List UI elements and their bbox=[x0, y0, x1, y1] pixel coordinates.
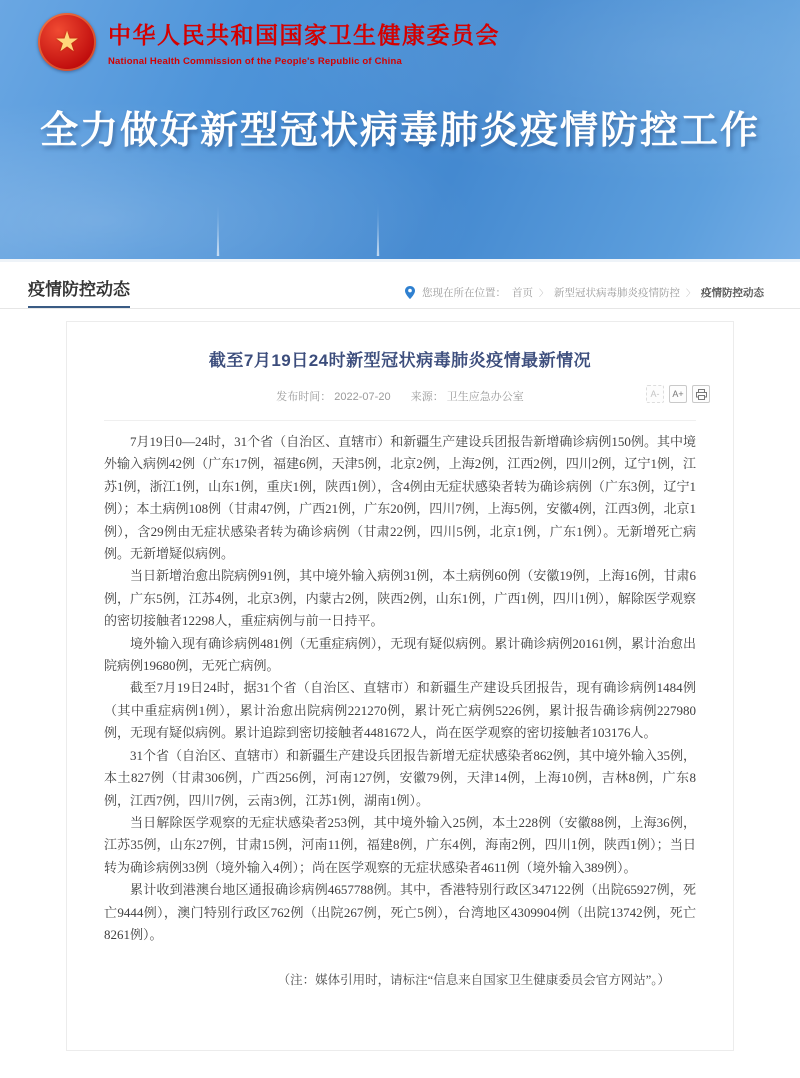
section-bar bbox=[0, 262, 800, 308]
article-toolbar bbox=[646, 385, 710, 403]
breadcrumb-item[interactable]: 首页 bbox=[511, 287, 533, 299]
printer-icon bbox=[696, 389, 707, 400]
article-paragraph: 境外输入现有确诊病例481例（无重症病例），无现有疑似病例。累计确诊病例20161例，累计治愈出院病例19680例，无死亡病例。 bbox=[104, 635, 696, 674]
article-meta-row bbox=[104, 388, 696, 408]
org-name-en: National Health Commission of the People's Republic of China bbox=[108, 56, 403, 67]
banner-decor-spike bbox=[212, 201, 224, 256]
site-header bbox=[0, 0, 800, 71]
article-note: （注：媒体引用时，请标注“信息来自国家卫生健康委员会官方网站”。） bbox=[277, 973, 670, 988]
section-divider bbox=[0, 308, 800, 309]
article-paragraph: 当日解除医学观察的无症状感染者253例，其中境外输入25例，本土228例（安徽88例，上海36例，江苏35例，山东27例，甘肃15例，河南11例，福建8例，广东4例，海南2例，四川1例，陕西1例）；当日转为确诊病例33例（境外输入4例）；尚在医学观察的无症状感染者4611例（境外输入389例）。 bbox=[104, 814, 696, 875]
publish-date: 2022-07-20 bbox=[334, 391, 391, 403]
article-divider bbox=[104, 420, 696, 421]
article-paragraph: 7月19日0—24时，31个省（自治区、直辖市）和新疆生产建设兵团报告新增确诊病例150例。其中境外输入病例42例（广东17例，福建6例，天津5例，北京2例，上海2例，江西2例，四川2例，辽宁1例，江苏1例，浙江1例，山东1例，重庆1例，陕西1例），含4例由无症状感染者转为确诊病例（广东3例，辽宁1例）；本土病例108例（甘肃47例，广西21例，广东20例，四川7例，上海5例，安徽4例，江西3例，北京1例），含29例由无症状感染者转为确诊病例（甘肃22例，四川5例，北京1例，广东1例）。无新增死亡病例。无新增疑似病例。 bbox=[104, 434, 696, 562]
article-meta bbox=[104, 388, 696, 404]
publish-time-label: 发布时间： bbox=[276, 391, 332, 403]
source-value: 卫生应急办公室 bbox=[446, 391, 524, 403]
breadcrumb-item[interactable]: 新型冠状病毒肺炎疫情防控 bbox=[553, 287, 680, 299]
breadcrumb-separator: 〉 bbox=[685, 288, 695, 298]
article-card bbox=[66, 321, 734, 1051]
breadcrumb-item: 疫情防控动态 bbox=[701, 287, 764, 299]
article-body bbox=[104, 431, 696, 946]
breadcrumb-prefix: 您现在所在位置： bbox=[421, 287, 506, 299]
banner-campaign-title: 全力做好新型冠状病毒肺炎疫情防控工作 bbox=[39, 110, 760, 152]
national-emblem-logo bbox=[38, 13, 96, 71]
section-title: 疫情防控动态 bbox=[28, 275, 130, 308]
breadcrumb bbox=[405, 285, 764, 308]
article-title: 截至7月19日24时新型冠状病毒肺炎疫情最新情况 bbox=[208, 351, 592, 370]
font-increase-button[interactable]: A+ bbox=[669, 385, 687, 403]
article-paragraph: 31个省（自治区、直辖市）和新疆生产建设兵团报告新增无症状感染者862例，其中境外输入35例，本土827例（甘肃306例，广西256例，河南127例，安徽79例，天津14例，上海10例，吉林8例，广东8例，江西7例，四川7例，云南3例，江苏1例，湖南1例）。 bbox=[104, 747, 696, 808]
banner-decor-spike bbox=[372, 201, 384, 256]
article-paragraph: 截至7月19日24时，据31个省（自治区、直辖市）和新疆生产建设兵团报告，现有确诊病例1484例（其中重症病例1例），累计治愈出院病例221270例，累计死亡病例5226例，累计报告确诊病例227980例，无现有疑似病例。累计追踪到密切接触者4481672人，尚在医学观察的密切接触者103176人。 bbox=[104, 680, 696, 741]
org-name-block bbox=[108, 17, 500, 67]
article-paragraph: 累计收到港澳台地区通报确诊病例4657788例。其中，香港特别行政区347122例（出院65927例，死亡9444例），澳门特别行政区762例（出院267例，死亡5例），台湾地区4309904例（出院13742例，死亡8261例）。 bbox=[104, 882, 696, 942]
top-banner bbox=[0, 0, 800, 262]
article-paragraph: 当日新增治愈出院病例91例，其中境外输入病例31例，本土病例60例（安徽19例，上海16例，甘肃6例，广东5例，江苏4例，北京3例，内蒙古2例，陕西2例，山东1例，广西1例，四川1例），解除医学观察的密切接触者12298人，重症病例与前一日持平。 bbox=[104, 568, 696, 629]
breadcrumb-separator: 〉 bbox=[538, 288, 548, 298]
breadcrumb-items bbox=[512, 285, 764, 300]
emblem-star-icon: ★ bbox=[54, 26, 80, 57]
font-decrease-button[interactable]: A- bbox=[646, 385, 664, 403]
source-label: 来源： bbox=[410, 391, 444, 403]
print-button[interactable] bbox=[692, 385, 710, 403]
org-name-cn: 中华人民共和国国家卫生健康委员会 bbox=[108, 22, 500, 48]
location-pin-icon bbox=[405, 286, 415, 299]
